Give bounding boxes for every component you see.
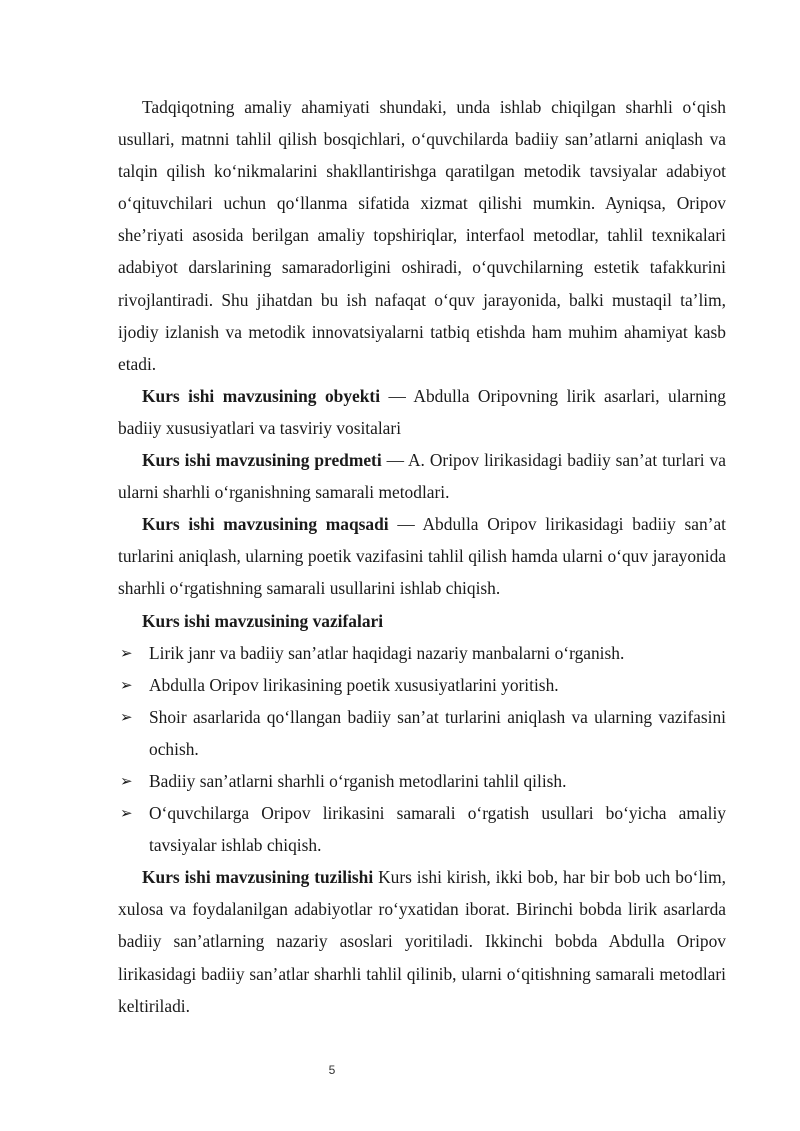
object-text: — Abdulla Oripovning lirik asarlari, ularning badiiy xususiyatlari va tasviriy vositalari	[118, 385, 726, 438]
list-item	[118, 637, 726, 669]
page-number: 5	[328, 1063, 336, 1077]
list-item-text: Abdulla Oripov lirikasining poetik xususiyatlarini yoritish.	[149, 674, 559, 695]
tasks-label: Kurs ishi mavzusining vazifalari	[142, 610, 384, 631]
structure-paragraph	[118, 861, 726, 1021]
goal-text: — Abdulla Oripov lirikasidagi badiiy san’at turlarini aniqlash, ularning poetik vazifasini tahlil qilish hamda ularni o‘quv jarayonida sharhli o‘rgatishning samarali usullarini ishlab chiqish.	[118, 514, 726, 599]
arrow-bullet-icon: ➢	[120, 675, 133, 694]
list-item	[118, 797, 726, 861]
tasks-heading	[118, 605, 726, 637]
intro-paragraph: Tadqiqotning amaliy ahamiyati shundaki, unda ishlab chiqilgan sharhli o‘qish usullari, matnni tahlil qilish bosqichlari, o‘quvchilarda badiiy san’atlarni aniqlash va talqin qilish ko‘nikmalarini shakllantirishga qaratilgan metodik tavsiyalar adabiyot o‘qituvchilari uchun qo‘llanma sifatida xizmat qilishi mumkin. Ayniqsa, Oripov she’riyati asosida berilgan amaliy topshiriqlar, interfaol metodlar, tahlil texnikalari adabiyot darslarining samaradorligini oshiradi, o‘quvchilarning estetik tafakkurini rivojlantiradi. Shu jihatdan bu ish nafaqat o‘quv jarayonida, balki mustaqil ta’lim, ijodiy izlanish va metodik innovatsiyalarni tatbiq etishda ham muhim ahamiyat kasb etadi.	[118, 97, 726, 374]
structure-text: Kurs ishi kirish, ikki bob, har bir bob uch bo‘lim, xulosa va foydalanilgan adabiyotlar ro‘yxatidan iborat. Birinchi bobda lirik asarlarda badiiy san’atlarning nazariy asoslari yoritiladi. Ikkinchi bobda Abdulla Oripov lirikasidagi badiiy san’atlar sharhli tahlil qilinib, ularni o‘qitishning samarali metodlari keltiriladi.	[118, 867, 726, 1016]
arrow-bullet-icon: ➢	[120, 643, 133, 662]
list-item-text: Shoir asarlarida qo‘llangan badiiy san’at turlarini aniqlash va ularning vazifasini ochish.	[149, 706, 726, 759]
arrow-bullet-icon: ➢	[120, 804, 133, 823]
list-item-text: Lirik janr va badiiy san’atlar haqidagi nazariy manbalarni o‘rganish.	[149, 642, 625, 663]
subject-label: Kurs ishi mavzusining predmeti	[142, 450, 382, 471]
arrow-bullet-icon: ➢	[120, 707, 133, 726]
object-paragraph	[118, 380, 726, 444]
list-item-text: Badiiy san’atlarni sharhli o‘rganish metodlarini tahlil qilish.	[149, 770, 567, 791]
list-item	[118, 765, 726, 797]
list-item-text: O‘quvchilarga Oripov lirikasini samarali o‘rgatish usullari bo‘yicha amaliy tavsiyalar ishlab chiqish.	[149, 803, 726, 856]
goal-paragraph	[118, 508, 726, 604]
arrow-bullet-icon: ➢	[120, 771, 133, 790]
list-item	[118, 669, 726, 701]
subject-paragraph	[118, 444, 726, 508]
list-item	[118, 701, 726, 765]
goal-label: Kurs ishi mavzusining maqsadi	[142, 514, 389, 535]
tasks-list	[118, 637, 726, 862]
structure-label: Kurs ishi mavzusining tuzilishi	[142, 867, 374, 888]
document-page	[118, 91, 726, 1022]
object-label: Kurs ishi mavzusining obyekti	[142, 385, 381, 406]
subject-text: — A. Oripov lirikasidagi badiiy san’at turlari va ularni sharhli o‘rganishning samarali metodlari.	[118, 450, 726, 503]
